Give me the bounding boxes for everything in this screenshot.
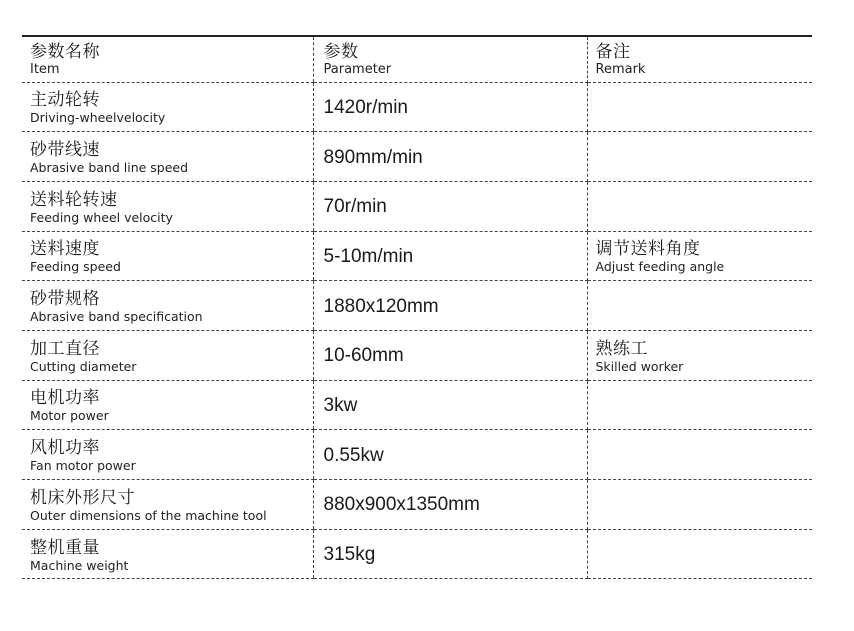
remark-cell: [587, 82, 812, 132]
table-body: [22, 36, 812, 579]
table-row: [22, 480, 812, 530]
header-item-en: Item: [30, 61, 60, 77]
item-cell: [22, 281, 313, 331]
remark-cell: [587, 529, 812, 579]
item-cell: [22, 480, 313, 530]
table-row: [22, 529, 812, 579]
item-name-en: Feeding speed: [30, 259, 121, 275]
parameter-cell: [313, 82, 587, 132]
item-name-en: Motor power: [30, 408, 109, 424]
item-cell: [22, 330, 313, 380]
item-name-en: Feeding wheel velocity: [30, 209, 173, 225]
parameter-value: 880x900x1350mm: [323, 494, 480, 516]
item-name-cn: 风机功率: [30, 438, 100, 459]
parameter-cell: [313, 480, 587, 530]
parameter-cell: [313, 132, 587, 182]
remark-en: Skilled worker: [595, 358, 684, 374]
item-name-cn: 整机重量: [30, 537, 100, 558]
remark-cell: [587, 231, 812, 281]
parameter-cell: [313, 231, 587, 281]
item-name-cn: 砂带规格: [30, 289, 100, 310]
header-remark-en: Remark: [595, 61, 646, 77]
parameter-cell: [313, 281, 587, 331]
parameter-table: [22, 35, 812, 579]
item-cell: [22, 380, 313, 430]
parameter-cell: [313, 529, 587, 579]
item-cell: [22, 82, 313, 132]
item-name-en: Abrasive band specification: [30, 309, 203, 325]
remark-cell: [587, 132, 812, 182]
header-parameter-cell: [313, 36, 587, 82]
table-row: [22, 82, 812, 132]
item-name-cn: 加工直径: [30, 338, 100, 359]
table-row: [22, 132, 812, 182]
header-remark-cn: 备注: [595, 41, 631, 62]
item-cell: [22, 430, 313, 480]
parameter-value: 890mm/min: [323, 146, 423, 168]
remark-cn: 调节送料角度: [595, 239, 701, 260]
item-name-cn: 机床外形尺寸: [30, 487, 135, 508]
item-cell: [22, 529, 313, 579]
item-name-en: Fan motor power: [30, 458, 136, 474]
remark-cell: [587, 330, 812, 380]
item-name-en: Machine weight: [30, 557, 129, 573]
table-row: [22, 231, 812, 281]
table-row: [22, 330, 812, 380]
remark-cell: [587, 281, 812, 331]
item-name-en: Driving-wheelvelocity: [30, 110, 166, 126]
parameter-value: 10-60mm: [323, 345, 404, 367]
parameter-value: 5-10m/min: [323, 245, 414, 267]
remark-cell: [587, 181, 812, 231]
item-cell: [22, 132, 313, 182]
table-row: [22, 281, 812, 331]
table-row: [22, 380, 812, 430]
remark-cell: [587, 380, 812, 430]
item-name-cn: 砂带线速: [30, 140, 100, 161]
table-row: [22, 430, 812, 480]
header-item-cell: [22, 36, 313, 82]
parameter-value: 315kg: [323, 544, 376, 566]
parameter-cell: [313, 380, 587, 430]
parameter-cell: [313, 330, 587, 380]
header-item-cn: 参数名称: [30, 41, 100, 62]
parameter-value: 1880x120mm: [323, 295, 439, 317]
parameter-value: 3kw: [323, 394, 358, 416]
item-cell: [22, 231, 313, 281]
item-name-cn: 送料轮转速: [30, 189, 118, 210]
item-name-cn: 电机功率: [30, 388, 100, 409]
remark-cn: 熟练工: [595, 338, 648, 359]
parameter-cell: [313, 181, 587, 231]
item-name-cn: 主动轮转: [30, 90, 100, 111]
header-parameter-cn: 参数: [323, 41, 359, 62]
item-name-en: Abrasive band line speed: [30, 160, 189, 176]
item-name-en: Cutting diameter: [30, 358, 137, 374]
parameter-value: 1420r/min: [323, 96, 408, 118]
item-name-en: Outer dimensions of the machine tool: [30, 507, 267, 523]
table-row: [22, 181, 812, 231]
parameter-value: 70r/min: [323, 196, 387, 218]
item-cell: [22, 181, 313, 231]
table-header-row: [22, 36, 812, 82]
remark-cell: [587, 480, 812, 530]
parameter-cell: [313, 430, 587, 480]
item-name-cn: 送料速度: [30, 239, 100, 260]
remark-en: Adjust feeding angle: [595, 259, 725, 275]
header-remark-cell: [587, 36, 812, 82]
remark-cell: [587, 430, 812, 480]
header-parameter-en: Parameter: [323, 61, 392, 77]
parameter-value: 0.55kw: [323, 444, 384, 466]
